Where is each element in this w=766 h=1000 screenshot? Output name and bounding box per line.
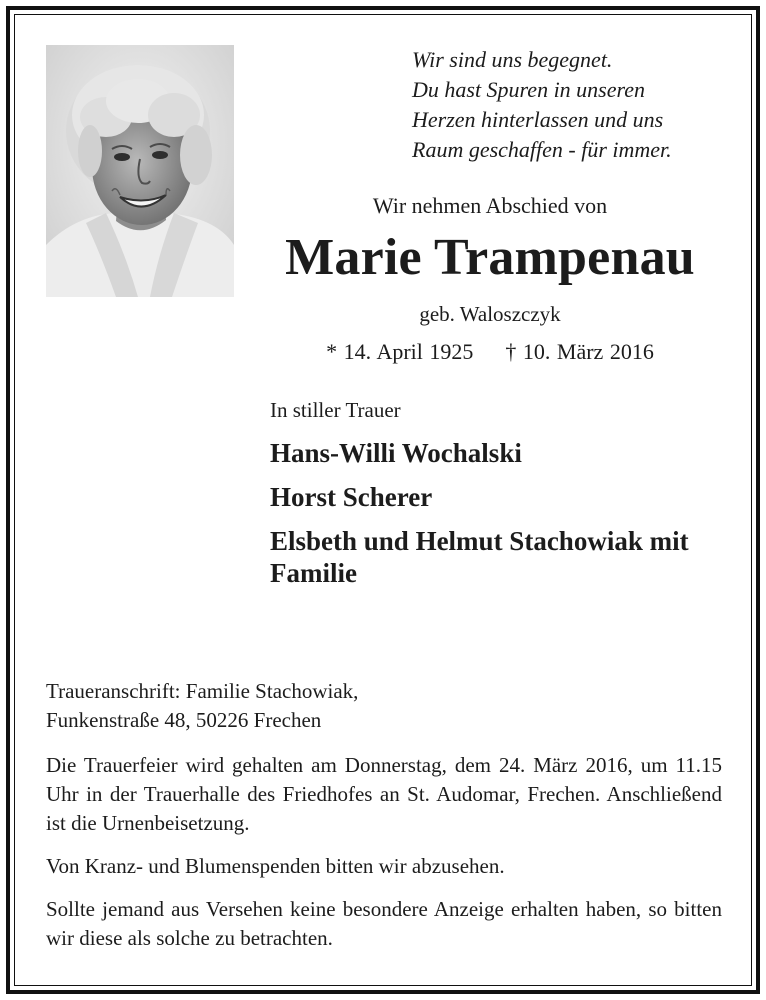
details-block [46, 677, 722, 963]
poem-line: Herzen hinterlassen und uns [412, 107, 664, 132]
mourning-intro: In stiller Trauer [270, 398, 401, 422]
address-line: Funkenstraße 48, 50226 Frechen [46, 708, 322, 732]
poem [412, 45, 732, 165]
notice-text: Sollte jemand aus Versehen keine besondere Anzeige erhalten haben, so bitten wir diese als solche zu betrachten. [46, 897, 722, 950]
poem-line: Raum geschaffen - für immer. [412, 137, 672, 162]
maiden-name: geb. Waloszczyk [419, 302, 561, 326]
mourner-name: Horst Scherer [270, 482, 433, 512]
deceased-name: Marie Trampenau [285, 229, 695, 286]
birth-date: * 14. April 1925 [326, 339, 474, 364]
poem-line: Du hast Spuren in unseren [412, 77, 646, 102]
poem-line: Wir sind uns begegnet. [412, 47, 613, 72]
flowers-text: Von Kranz- und Blumenspenden bitten wir abzusehen. [46, 854, 505, 878]
farewell-intro: Wir nehmen Abschied von [372, 193, 608, 218]
life-dates [250, 339, 730, 365]
ceremony-text: Die Trauerfeier wird gehalten am Donnerstag, dem 24. März 2016, um 11.15 Uhr in der Trauerhalle des Friedhofes an St. Audomar, Frechen. Anschließend ist die Urnenbeisetzung. [46, 753, 722, 835]
portrait-photo [46, 45, 234, 297]
mourner-name: Elsbeth und Helmut Stachowiak mit Familie [270, 526, 689, 588]
address-line: Traueranschrift: Familie Stachowiak, [46, 679, 359, 703]
mourner-name: Hans-Willi Wochalski [270, 438, 522, 468]
death-date: † 10. März 2016 [505, 339, 654, 364]
mourners-block [270, 398, 740, 601]
